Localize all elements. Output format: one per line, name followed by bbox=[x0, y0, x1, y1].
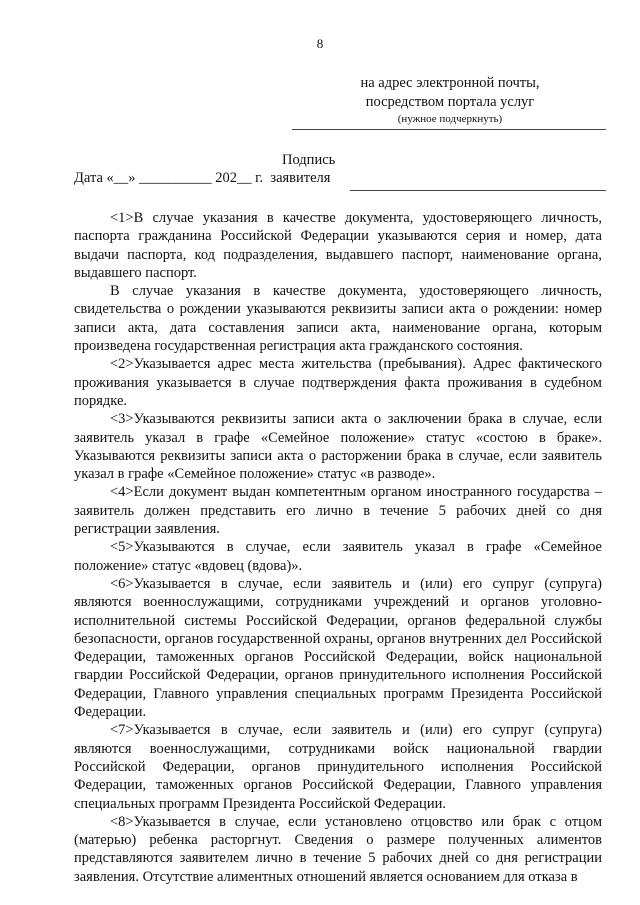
footnote-paragraph: <3>Указываются реквизиты записи акта о заключении брака в случае, если заявитель указал в графе «Семейное положение» статус «состою в браке». Указываются реквизиты записи акта о расторжении брака в случае, если заявитель указал в графе «Семейное положение» статус «в разводе». bbox=[74, 411, 602, 483]
page-number: 8 bbox=[316, 36, 324, 51]
footnote-paragraph: <4>Если документ выдан компетентным органом иностранного государства – заявитель должен представить его лично в течение 5 рабочих дней со дня регистрации заявления. bbox=[74, 484, 602, 538]
footnote-paragraph: <5>Указываются в случае, если заявитель указал в графе «Семейное положение» статус «вдовец (вдова)». bbox=[74, 539, 602, 574]
footnote-paragraph: В случае указания в качестве документа, удостоверяющего личность, свидетельства о рождении указываются реквизиты записи акта о рождении: номер записи акта, дата составления записи акта, наименование органа, которым произведена государственная регистрация акта гражданского состояния. bbox=[74, 283, 602, 355]
footnote-paragraph: <6>Указывается в случае, если заявитель и (или) его супруг (супруга) являются военнослужащими, сотрудниками учреждений и органов уголовно-исполнительной системы Российской Федерации, органов федеральной службы безопасности, органов государственной охраны, органов внутренних дел Российской Федерации, таможенных органов Российской Федерации, войск национальной гвардии Российской Федерации, органов принудительного исполнения Российской Федерации, Главного управления специальных программ Президента Российской Федерации. bbox=[74, 575, 602, 721]
footnote-paragraph: <2>Указывается адрес места жительства (пребывания). Адрес фактического проживания указывается в случае подтверждения факта проживания в судебном порядке. bbox=[74, 356, 602, 409]
delivery-portal-option: посредством портала услуг bbox=[365, 94, 535, 110]
delivery-underline bbox=[292, 129, 606, 130]
footnotes bbox=[74, 209, 602, 886]
signature-applicant: заявителя bbox=[270, 170, 331, 186]
signature-date-line bbox=[74, 170, 330, 187]
delivery-method-block bbox=[290, 74, 610, 126]
signature-underline bbox=[350, 190, 606, 191]
signature-date: Дата «__» __________ 202__ г. bbox=[74, 170, 264, 186]
footnote-paragraph: <7>Указывается в случае, если заявитель и (или) его супруг (супруга) являются военнослужащими, сотрудниками войск национальной гвардии Российской Федерации, органов принудительного исполнения Российской Федерации, таможенных органов Российской Федерации, Главного управления специальных программ Президента Российской Федерации. bbox=[74, 722, 602, 812]
signature-label: Подпись bbox=[282, 152, 336, 168]
footnote-paragraph: <8>Указывается в случае, если установлено отцовство или брак с отцом (матерью) ребенка расторгнут. Сведения о размере полученных алиментов представляются заявителем лично в течение 5 рабочих дней со дня регистрации заявления. Отсутствие алиментных отношений является основанием для отказа в bbox=[74, 813, 602, 885]
footnote-paragraph: <1>В случае указания в качестве документа, удостоверяющего личность, паспорта гражданина Российской Федерации указываются серия и номер, дата выдачи паспорта, код подразделения, выдавшего паспорт, наименование органа, выдавшего паспорт. bbox=[74, 210, 602, 281]
delivery-hint: (нужное подчеркнуть) bbox=[397, 113, 503, 125]
delivery-email-option: на адрес электронной почты, bbox=[360, 75, 540, 91]
